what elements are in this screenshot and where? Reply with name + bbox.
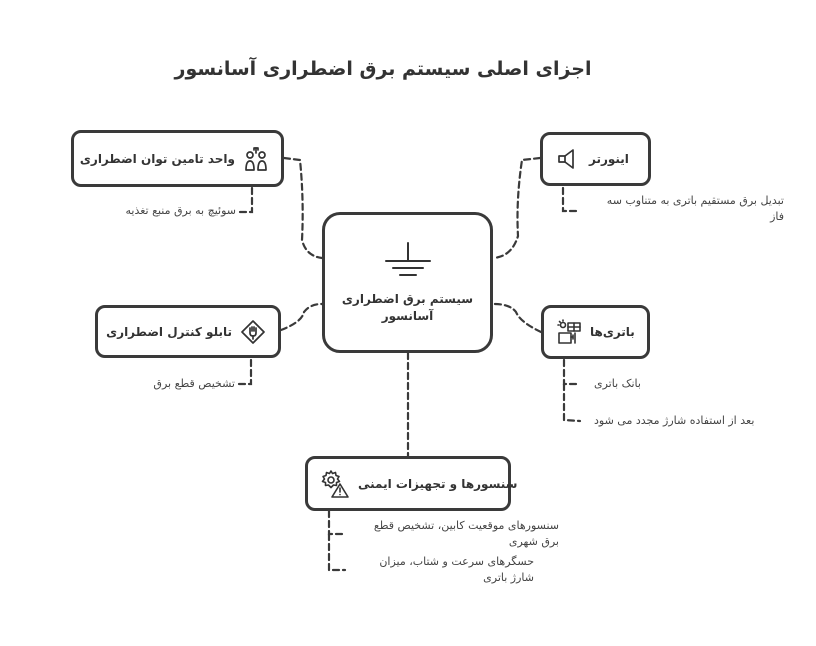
note-power-unit: سوئیچ به برق منبع تغذیه <box>125 204 236 217</box>
gear-warning-icon <box>320 469 350 499</box>
node-control-panel-label: تابلو کنترل اضطراری <box>106 324 232 339</box>
node-sensors-label: سنسورها و تجهیزات ایمنی <box>358 476 518 491</box>
control-panel-icon <box>240 319 266 345</box>
center-node <box>322 212 493 353</box>
connector-power-unit-note <box>237 188 252 212</box>
note-sensors-2: حسگرهای سرعت و شتاب، میزان شارژ باتری <box>379 555 534 584</box>
connector-inverter <box>494 158 540 258</box>
power-supply-icon <box>243 146 269 172</box>
node-power-unit-label: واحد تامین توان اضطراری <box>79 151 235 166</box>
connector-batteries-note-2 <box>564 384 580 421</box>
note-batteries-2: بعد از استفاده شارژ مجدد می شود <box>594 414 755 427</box>
note-batteries-1: بانک باتری <box>594 377 641 390</box>
connector-power-unit <box>284 158 322 258</box>
inverter-icon <box>555 146 581 172</box>
note-control-panel: تشخیص قطع برق <box>153 377 235 390</box>
connector-control-panel <box>281 304 322 330</box>
node-batteries[interactable] <box>541 305 650 359</box>
battery-solar-icon <box>556 319 582 345</box>
note-sensors-1: سنسورهای موقعیت کابین، تشخیص قطع برق شهری <box>373 519 559 548</box>
node-inverter[interactable] <box>540 132 651 186</box>
connector-batteries-note-1 <box>564 360 580 384</box>
connector-sensors-note-2 <box>329 534 345 570</box>
node-batteries-label: باتری‌ها <box>590 325 635 339</box>
node-inverter-label: اینورتر <box>589 152 629 166</box>
ground-icon <box>383 241 433 281</box>
node-sensors[interactable] <box>305 456 518 511</box>
node-control-panel[interactable] <box>95 305 281 358</box>
connector-sensors-note-1 <box>329 511 345 534</box>
note-inverter: تبدیل برق مستقیم باتری به متناوب سه فاز <box>606 194 784 223</box>
diagram-title: اجزای اصلی سیستم برق اضطراری آسانسور <box>174 58 592 80</box>
connector-control-panel-note <box>236 360 251 384</box>
node-power-unit[interactable] <box>71 130 284 187</box>
center-node-label: سیستم برق اضطراری آسانسور <box>341 292 474 323</box>
connector-inverter-note <box>563 188 580 211</box>
connector-batteries <box>494 304 541 332</box>
